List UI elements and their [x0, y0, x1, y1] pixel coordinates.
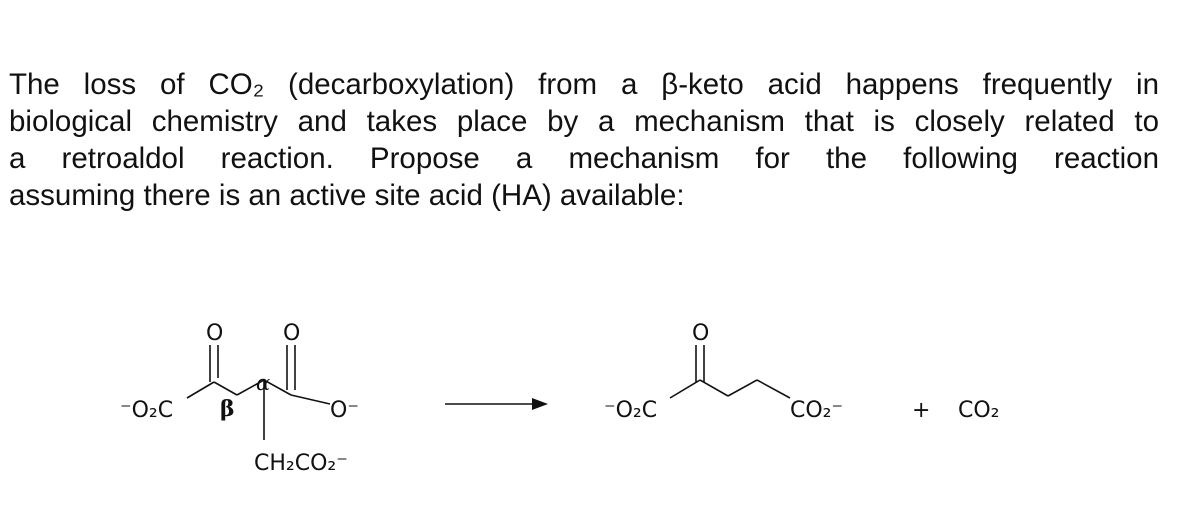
product-bond-3 [728, 380, 757, 396]
product-structure [604, 321, 1000, 423]
reaction-scheme [0, 300, 1200, 531]
substituent-ch2co2: CH₂CO₂⁻ [254, 451, 348, 476]
question-text [9, 66, 1159, 214]
reaction-arrow [445, 398, 548, 410]
bond-c5-o [291, 395, 330, 404]
product-bond-4 [757, 380, 790, 398]
question-line-2: biological chemistry and takes place by a mechanism that is closely related to [9, 105, 1159, 138]
question-line-3: a retroaldol reaction. Propose a mechanism for the following reaction [9, 142, 1159, 175]
beta-label: β [220, 396, 235, 422]
carboxyl-oxygen: O [283, 321, 301, 346]
plus-sign: + [912, 398, 931, 423]
carbon-dioxide: CO₂ [958, 398, 1000, 423]
reactant-left-carboxylate: ⁻O₂C [120, 398, 174, 423]
reactant-structure [120, 321, 359, 476]
product-bond-2 [700, 380, 728, 396]
product-left-carboxylate: ⁻O₂C [604, 398, 658, 423]
question-line-1: The loss of CO₂ (decarboxylation) from a β-keto acid happens frequently in [9, 68, 1159, 101]
bond-c1-c2 [187, 382, 214, 398]
alpha-label: α [256, 371, 271, 395]
product-right-carboxylate: CO₂⁻ [790, 398, 844, 423]
carboxylate-oxygen: O⁻ [330, 398, 359, 423]
product-ketone-oxygen: O [692, 321, 710, 346]
ketone-oxygen: O [206, 321, 224, 346]
bond-c2-c3 [214, 382, 237, 395]
question-line-4: assuming there is an active site acid (HA) available: [9, 179, 685, 212]
product-bond-1 [670, 380, 700, 398]
